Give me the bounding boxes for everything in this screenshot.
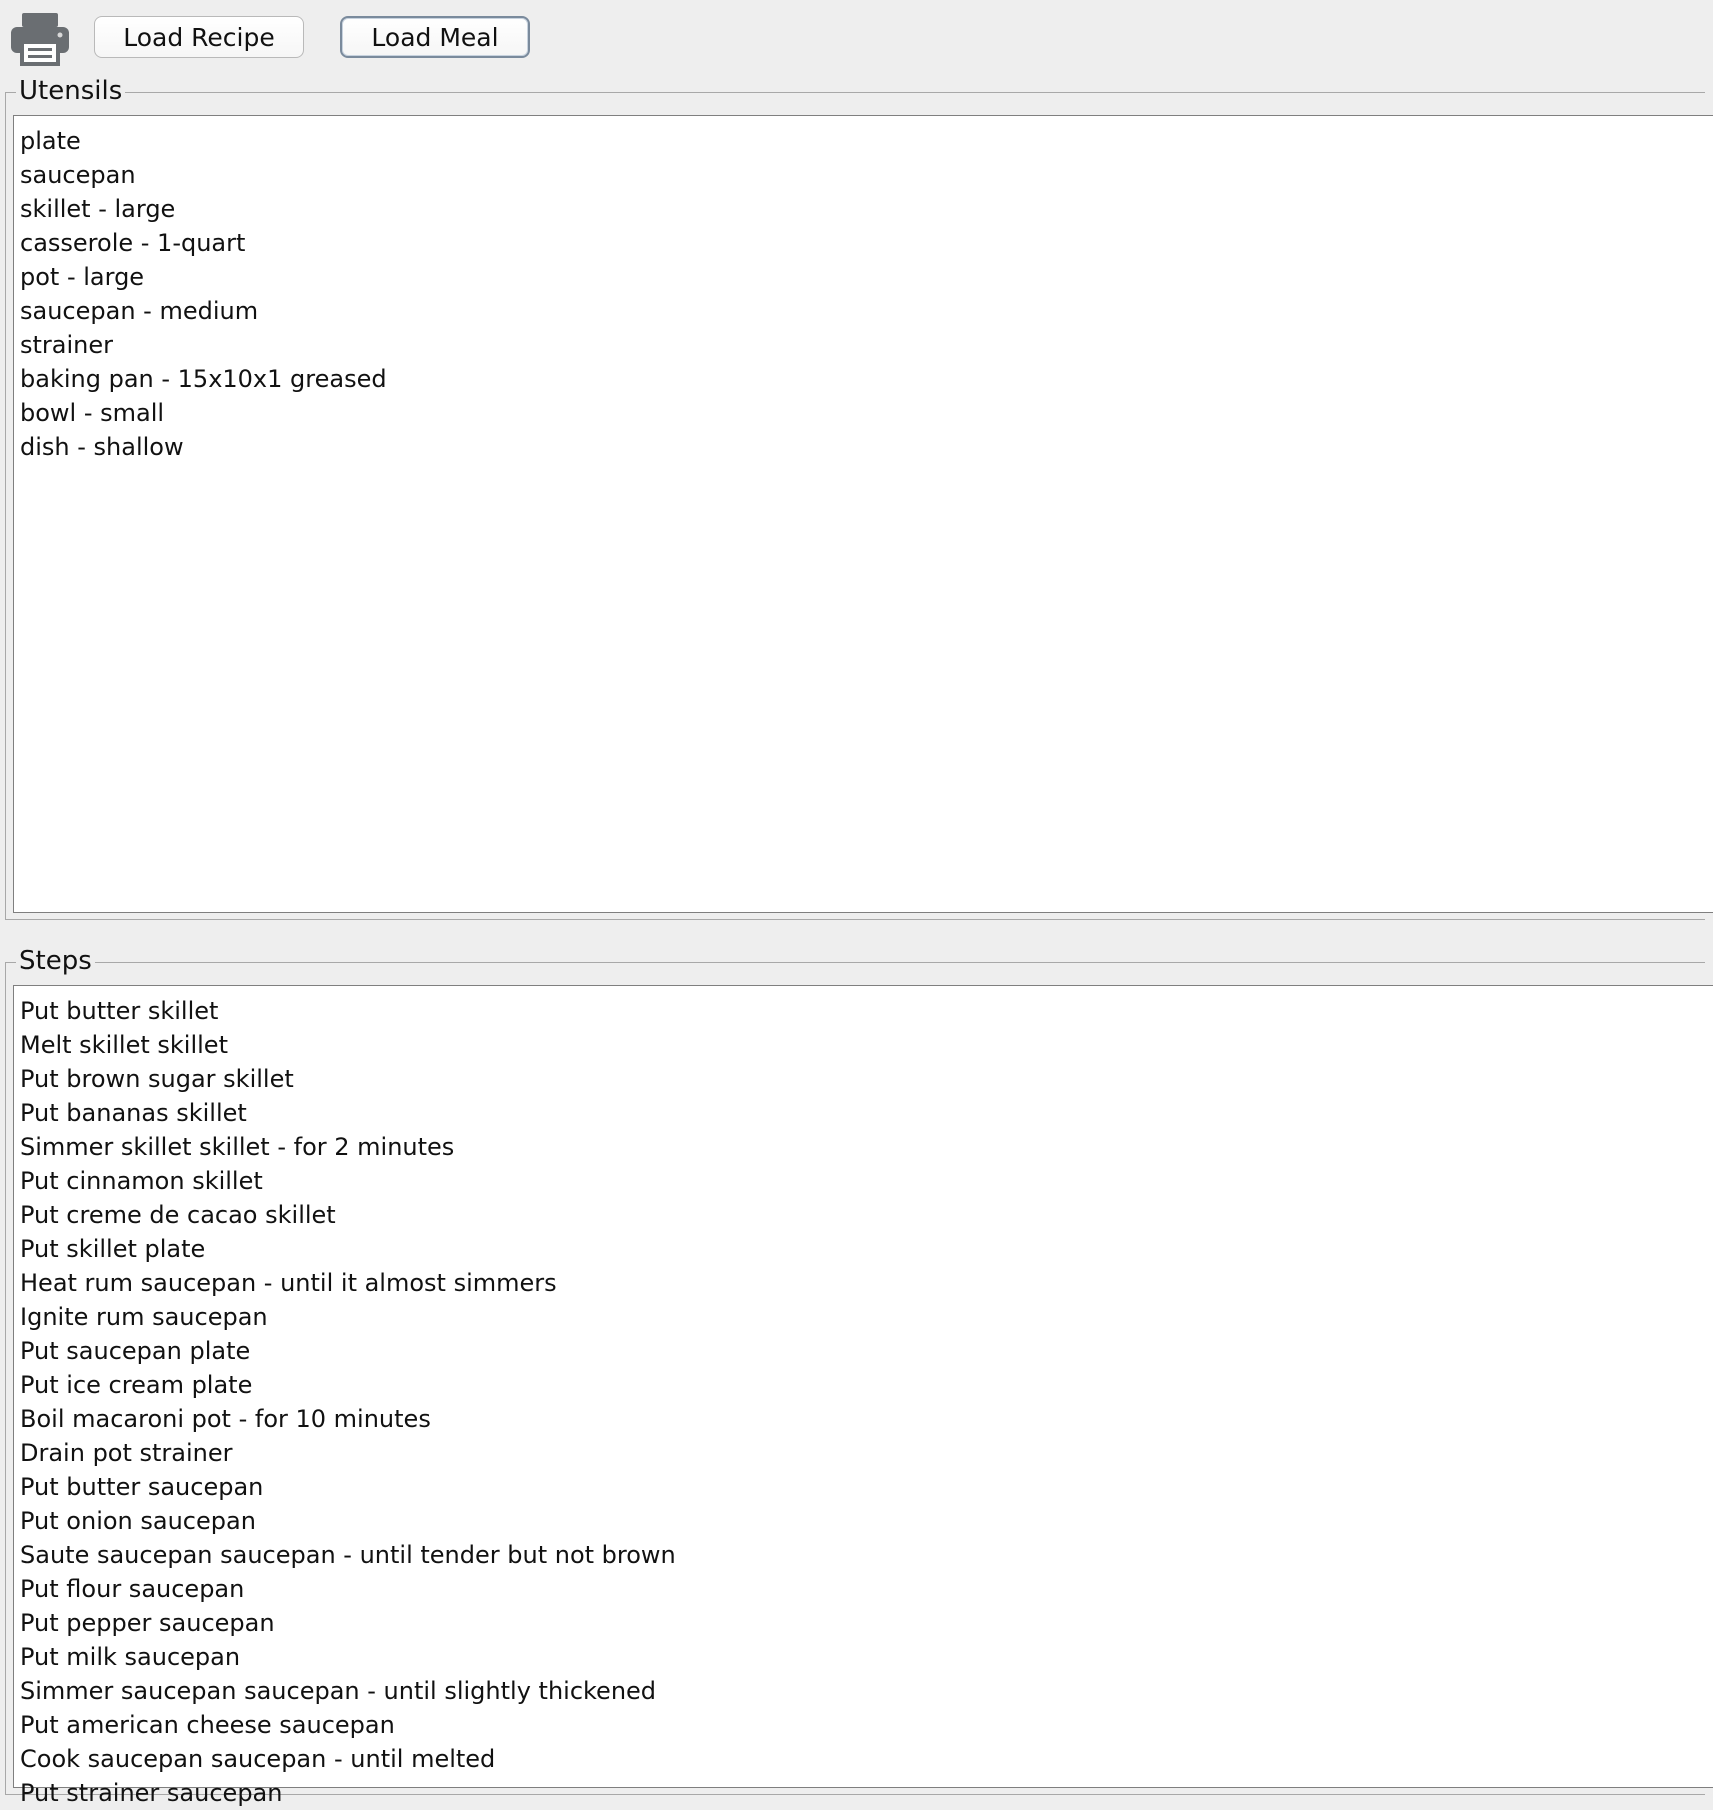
list-item[interactable]: plate (20, 127, 81, 155)
list-item[interactable]: Heat rum saucepan - until it almost simmers (20, 1269, 557, 1297)
list-item[interactable]: Boil macaroni pot - for 10 minutes (20, 1405, 431, 1433)
list-item[interactable]: Put pepper saucepan (20, 1609, 275, 1637)
list-item[interactable]: Put cinnamon skillet (20, 1167, 263, 1195)
list-item[interactable]: baking pan - 15x10x1 greased (20, 365, 387, 393)
steps-panel (5, 946, 1705, 1807)
list-item[interactable]: Drain pot strainer (20, 1439, 233, 1467)
load-recipe-button[interactable]: Load Recipe (94, 16, 304, 58)
list-item[interactable]: Cook saucepan saucepan - until melted (20, 1745, 496, 1773)
list-item[interactable]: saucepan - medium (20, 297, 259, 325)
list-item[interactable]: Simmer saucepan saucepan - until slightly thickened (20, 1677, 657, 1705)
list-item[interactable]: dish - shallow (20, 433, 184, 461)
list-item[interactable]: Put creme de cacao skillet (20, 1201, 336, 1229)
list-item[interactable]: Saute saucepan saucepan - until tender but not brown (20, 1541, 676, 1569)
steps-title: Steps (16, 945, 95, 977)
list-item[interactable]: Simmer skillet skillet - for 2 minutes (20, 1133, 455, 1161)
list-item[interactable]: Put strainer saucepan (20, 1779, 283, 1807)
utensils-panel (5, 76, 1705, 920)
list-item[interactable]: casserole - 1-quart (20, 229, 246, 257)
list-item[interactable]: Put milk saucepan (20, 1643, 241, 1671)
toolbar (0, 0, 1700, 72)
load-meal-button[interactable]: Load Meal (340, 16, 530, 58)
list-item[interactable]: pot - large (20, 263, 145, 291)
printer-icon[interactable] (8, 10, 72, 68)
utensils-list[interactable] (13, 115, 1713, 913)
list-item[interactable]: Put ice cream plate (20, 1371, 253, 1399)
list-item[interactable]: Put saucepan plate (20, 1337, 251, 1365)
list-item[interactable]: Ignite rum saucepan (20, 1303, 268, 1331)
steps-list[interactable] (13, 985, 1713, 1807)
list-item[interactable]: bowl - small (20, 399, 165, 427)
list-item[interactable]: Put brown sugar skillet (20, 1065, 294, 1093)
utensils-title: Utensils (16, 75, 125, 107)
list-item[interactable]: Put butter skillet (20, 997, 219, 1025)
list-item[interactable]: Put american cheese saucepan (20, 1711, 395, 1739)
list-item[interactable]: strainer (20, 331, 113, 359)
list-item[interactable]: Put skillet plate (20, 1235, 206, 1263)
list-item[interactable]: Put flour saucepan (20, 1575, 245, 1603)
list-item[interactable]: Put onion saucepan (20, 1507, 256, 1535)
list-item[interactable]: skillet - large (20, 195, 176, 223)
list-item[interactable]: Put bananas skillet (20, 1099, 247, 1127)
list-item[interactable]: saucepan (20, 161, 136, 189)
list-item[interactable]: Melt skillet skillet (20, 1031, 228, 1059)
list-item[interactable]: Put butter saucepan (20, 1473, 264, 1501)
